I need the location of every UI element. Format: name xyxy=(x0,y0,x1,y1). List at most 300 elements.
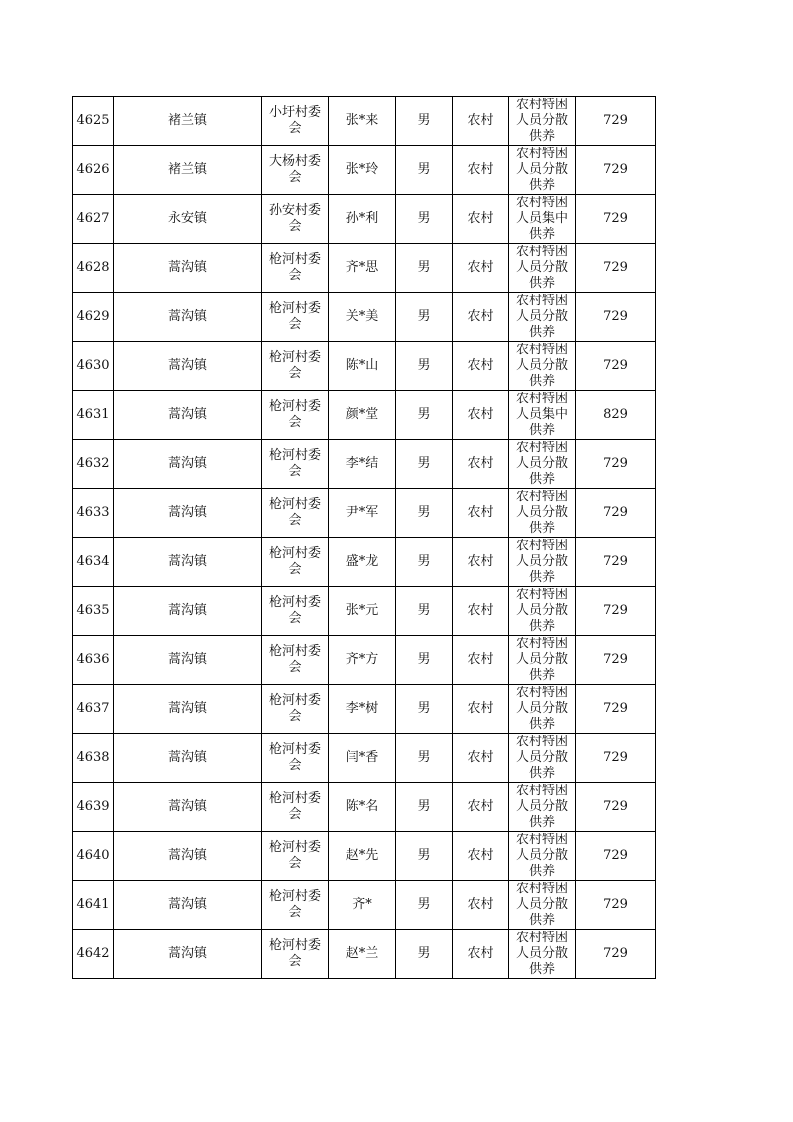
town-cell xyxy=(114,244,262,293)
person-name-text: 赵*兰 xyxy=(345,946,379,961)
person-name-text: 张*来 xyxy=(345,113,379,128)
row-number-text: 4633 xyxy=(76,505,110,520)
amount-text: 729 xyxy=(603,897,628,912)
support-type-cell xyxy=(509,930,576,979)
person-name-text: 齐*方 xyxy=(345,652,379,667)
village-committee-cell xyxy=(262,244,329,293)
area-type-cell xyxy=(453,97,509,146)
support-type-cell xyxy=(509,587,576,636)
village-committee-cell xyxy=(262,685,329,734)
area-type-text: 农村 xyxy=(467,848,494,863)
table-row xyxy=(73,734,656,783)
support-type-box xyxy=(510,343,574,389)
person-name-cell xyxy=(329,489,396,538)
person-name-text: 李*结 xyxy=(345,456,379,471)
area-type-text: 农村 xyxy=(467,456,494,471)
row-number-cell xyxy=(73,636,114,685)
person-name-text: 陈*名 xyxy=(345,799,379,814)
support-type-cell xyxy=(509,97,576,146)
support-type-cell xyxy=(509,342,576,391)
town-cell xyxy=(114,538,262,587)
support-type-text: 农村特困人员集中供养 xyxy=(515,196,568,242)
area-type-text: 农村 xyxy=(467,505,494,520)
area-type-cell xyxy=(453,538,509,587)
amount-cell xyxy=(576,538,656,587)
amount-cell xyxy=(576,489,656,538)
gender-text: 男 xyxy=(417,848,431,863)
person-name-cell xyxy=(329,244,396,293)
support-type-box xyxy=(510,686,574,732)
town-cell xyxy=(114,391,262,440)
village-committee-cell xyxy=(262,97,329,146)
row-number-cell xyxy=(73,930,114,979)
table-row xyxy=(73,636,656,685)
town-text: 蒿沟镇 xyxy=(167,505,207,520)
row-number-cell xyxy=(73,734,114,783)
village-committee-cell xyxy=(262,391,329,440)
amount-cell xyxy=(576,244,656,293)
town-text: 蒿沟镇 xyxy=(167,407,207,422)
town-text: 蒿沟镇 xyxy=(167,750,207,765)
gender-text: 男 xyxy=(417,652,431,667)
area-type-cell xyxy=(453,783,509,832)
town-cell xyxy=(114,734,262,783)
support-type-text: 农村特困人员分散供养 xyxy=(515,931,568,977)
village-committee-text: 小圩村委会 xyxy=(268,105,321,136)
gender-cell xyxy=(396,783,453,832)
support-type-text: 农村特困人员分散供养 xyxy=(515,343,568,389)
town-cell xyxy=(114,783,262,832)
row-number-text: 4625 xyxy=(76,113,110,128)
support-type-text: 农村特困人员分散供养 xyxy=(515,833,568,879)
town-cell xyxy=(114,195,262,244)
support-type-text: 农村特困人员分散供养 xyxy=(515,441,568,487)
support-type-box xyxy=(510,98,574,144)
amount-cell xyxy=(576,391,656,440)
support-type-text: 农村特困人员分散供养 xyxy=(515,539,568,585)
amount-cell xyxy=(576,636,656,685)
support-type-box xyxy=(510,294,574,340)
town-text: 蒿沟镇 xyxy=(167,701,207,716)
area-type-cell xyxy=(453,587,509,636)
row-number-text: 4626 xyxy=(76,162,110,177)
village-committee-text: 枪河村委会 xyxy=(268,742,321,773)
support-type-text: 农村特困人员集中供养 xyxy=(515,392,568,438)
support-type-cell xyxy=(509,832,576,881)
area-type-text: 农村 xyxy=(467,162,494,177)
support-type-cell xyxy=(509,636,576,685)
support-type-cell xyxy=(509,391,576,440)
town-text: 蒿沟镇 xyxy=(167,603,207,618)
amount-cell xyxy=(576,930,656,979)
support-type-box xyxy=(510,490,574,536)
village-committee-text: 枪河村委会 xyxy=(268,252,321,283)
town-cell xyxy=(114,342,262,391)
row-number-cell xyxy=(73,391,114,440)
gender-cell xyxy=(396,195,453,244)
gender-text: 男 xyxy=(417,456,431,471)
village-committee-cell xyxy=(262,734,329,783)
support-type-cell xyxy=(509,293,576,342)
support-type-text: 农村特困人员分散供养 xyxy=(515,588,568,634)
row-number-cell xyxy=(73,342,114,391)
area-type-cell xyxy=(453,342,509,391)
person-name-text: 孙*利 xyxy=(345,211,379,226)
person-name-cell xyxy=(329,881,396,930)
row-number-text: 4627 xyxy=(76,211,110,226)
village-committee-text: 枪河村委会 xyxy=(268,546,321,577)
person-name-cell xyxy=(329,342,396,391)
town-text: 蒿沟镇 xyxy=(167,309,207,324)
row-number-text: 4636 xyxy=(76,652,110,667)
support-type-cell xyxy=(509,685,576,734)
table-row xyxy=(73,293,656,342)
area-type-cell xyxy=(453,734,509,783)
village-committee-text: 枪河村委会 xyxy=(268,399,321,430)
table-row xyxy=(73,489,656,538)
town-text: 蒿沟镇 xyxy=(167,554,207,569)
support-type-box xyxy=(510,245,574,291)
amount-cell xyxy=(576,146,656,195)
person-name-text: 陈*山 xyxy=(345,358,379,373)
village-committee-text: 枪河村委会 xyxy=(268,889,321,920)
village-committee-text: 枪河村委会 xyxy=(268,350,321,381)
amount-text: 729 xyxy=(603,358,628,373)
table-row xyxy=(73,832,656,881)
area-type-cell xyxy=(453,391,509,440)
table-row xyxy=(73,587,656,636)
gender-text: 男 xyxy=(417,407,431,422)
amount-cell xyxy=(576,440,656,489)
amount-cell xyxy=(576,783,656,832)
gender-text: 男 xyxy=(417,358,431,373)
gender-text: 男 xyxy=(417,505,431,520)
area-type-text: 农村 xyxy=(467,358,494,373)
gender-text: 男 xyxy=(417,309,431,324)
area-type-text: 农村 xyxy=(467,309,494,324)
support-type-cell xyxy=(509,195,576,244)
area-type-text: 农村 xyxy=(467,554,494,569)
village-committee-cell xyxy=(262,881,329,930)
support-type-text: 农村特困人员分散供养 xyxy=(515,245,568,291)
area-type-cell xyxy=(453,832,509,881)
row-number-cell xyxy=(73,685,114,734)
person-name-text: 张*玲 xyxy=(345,162,379,177)
town-cell xyxy=(114,685,262,734)
gender-cell xyxy=(396,685,453,734)
gender-text: 男 xyxy=(417,162,431,177)
area-type-cell xyxy=(453,930,509,979)
area-type-cell xyxy=(453,881,509,930)
amount-text: 729 xyxy=(603,652,628,667)
area-type-text: 农村 xyxy=(467,260,494,275)
gender-text: 男 xyxy=(417,603,431,618)
town-cell xyxy=(114,832,262,881)
row-number-cell xyxy=(73,489,114,538)
gender-text: 男 xyxy=(417,946,431,961)
area-type-text: 农村 xyxy=(467,603,494,618)
gender-cell xyxy=(396,244,453,293)
row-number-text: 4632 xyxy=(76,456,110,471)
row-number-text: 4641 xyxy=(76,897,110,912)
person-name-text: 李*树 xyxy=(345,701,379,716)
gender-text: 男 xyxy=(417,554,431,569)
area-type-cell xyxy=(453,440,509,489)
area-type-text: 农村 xyxy=(467,799,494,814)
town-text: 蒿沟镇 xyxy=(167,946,207,961)
town-text: 蒿沟镇 xyxy=(167,358,207,373)
amount-text: 729 xyxy=(603,505,628,520)
row-number-cell xyxy=(73,587,114,636)
village-committee-text: 枪河村委会 xyxy=(268,301,321,332)
person-name-text: 齐* xyxy=(352,897,372,912)
village-committee-cell xyxy=(262,440,329,489)
town-text: 蒿沟镇 xyxy=(167,799,207,814)
support-type-cell xyxy=(509,881,576,930)
amount-cell xyxy=(576,342,656,391)
row-number-text: 4631 xyxy=(76,407,110,422)
village-committee-text: 枪河村委会 xyxy=(268,497,321,528)
person-name-cell xyxy=(329,734,396,783)
support-type-text: 农村特困人员分散供养 xyxy=(515,490,568,536)
person-name-cell xyxy=(329,930,396,979)
support-type-cell xyxy=(509,440,576,489)
support-type-text: 农村特困人员分散供养 xyxy=(515,637,568,683)
person-name-cell xyxy=(329,685,396,734)
village-committee-cell xyxy=(262,930,329,979)
person-name-cell xyxy=(329,832,396,881)
village-committee-text: 枪河村委会 xyxy=(268,791,321,822)
row-number-text: 4628 xyxy=(76,260,110,275)
row-number-cell xyxy=(73,783,114,832)
gender-cell xyxy=(396,538,453,587)
gender-text: 男 xyxy=(417,750,431,765)
person-name-text: 盛*龙 xyxy=(345,554,379,569)
row-number-text: 4630 xyxy=(76,358,110,373)
amount-cell xyxy=(576,293,656,342)
village-committee-text: 枪河村委会 xyxy=(268,938,321,969)
amount-text: 729 xyxy=(603,554,628,569)
town-text: 永安镇 xyxy=(167,211,207,226)
row-number-cell xyxy=(73,881,114,930)
table-row xyxy=(73,881,656,930)
area-type-text: 农村 xyxy=(467,897,494,912)
support-type-box xyxy=(510,833,574,879)
table-body xyxy=(73,97,656,979)
amount-cell xyxy=(576,685,656,734)
table-row xyxy=(73,538,656,587)
person-name-cell xyxy=(329,146,396,195)
person-name-text: 关*美 xyxy=(345,309,379,324)
support-type-cell xyxy=(509,783,576,832)
amount-text: 729 xyxy=(603,750,628,765)
village-committee-text: 孙安村委会 xyxy=(268,203,321,234)
person-name-cell xyxy=(329,783,396,832)
town-cell xyxy=(114,293,262,342)
gender-cell xyxy=(396,293,453,342)
town-text: 蒿沟镇 xyxy=(167,652,207,667)
row-number-text: 4642 xyxy=(76,946,110,961)
person-name-text: 张*元 xyxy=(345,603,379,618)
amount-cell xyxy=(576,832,656,881)
amount-text: 829 xyxy=(603,407,628,422)
row-number-cell xyxy=(73,146,114,195)
row-number-cell xyxy=(73,538,114,587)
support-type-text: 农村特困人员分散供养 xyxy=(515,784,568,830)
person-name-cell xyxy=(329,195,396,244)
town-cell xyxy=(114,881,262,930)
support-type-cell xyxy=(509,734,576,783)
support-type-text: 农村特困人员分散供养 xyxy=(515,686,568,732)
person-name-cell xyxy=(329,293,396,342)
support-type-box xyxy=(510,931,574,977)
support-type-box xyxy=(510,784,574,830)
row-number-text: 4639 xyxy=(76,799,110,814)
table-row xyxy=(73,146,656,195)
amount-text: 729 xyxy=(603,848,628,863)
amount-text: 729 xyxy=(603,162,628,177)
town-cell xyxy=(114,587,262,636)
person-name-text: 齐*思 xyxy=(345,260,379,275)
town-cell xyxy=(114,440,262,489)
support-type-box xyxy=(510,588,574,634)
village-committee-text: 枪河村委会 xyxy=(268,595,321,626)
town-cell xyxy=(114,146,262,195)
gender-cell xyxy=(396,440,453,489)
table-row xyxy=(73,244,656,293)
amount-cell xyxy=(576,734,656,783)
gender-cell xyxy=(396,832,453,881)
gender-cell xyxy=(396,930,453,979)
person-name-cell xyxy=(329,636,396,685)
support-type-box xyxy=(510,735,574,781)
gender-cell xyxy=(396,587,453,636)
gender-cell xyxy=(396,881,453,930)
support-type-box xyxy=(510,392,574,438)
row-number-cell xyxy=(73,195,114,244)
row-number-text: 4629 xyxy=(76,309,110,324)
support-type-cell xyxy=(509,538,576,587)
support-type-box xyxy=(510,637,574,683)
support-type-box xyxy=(510,441,574,487)
table-row xyxy=(73,685,656,734)
amount-cell xyxy=(576,881,656,930)
person-name-text: 闫*香 xyxy=(345,750,379,765)
amount-text: 729 xyxy=(603,211,628,226)
area-type-text: 农村 xyxy=(467,211,494,226)
support-type-text: 农村特困人员分散供养 xyxy=(515,882,568,928)
village-committee-text: 枪河村委会 xyxy=(268,693,321,724)
village-committee-cell xyxy=(262,636,329,685)
support-type-cell xyxy=(509,489,576,538)
gender-cell xyxy=(396,97,453,146)
amount-text: 729 xyxy=(603,701,628,716)
amount-text: 729 xyxy=(603,309,628,324)
gender-cell xyxy=(396,734,453,783)
support-type-text: 农村特困人员分散供养 xyxy=(515,294,568,340)
support-type-text: 农村特困人员分散供养 xyxy=(515,735,568,781)
amount-text: 729 xyxy=(603,260,628,275)
person-name-cell xyxy=(329,391,396,440)
village-committee-cell xyxy=(262,783,329,832)
gender-text: 男 xyxy=(417,799,431,814)
area-type-cell xyxy=(453,195,509,244)
village-committee-cell xyxy=(262,538,329,587)
area-type-text: 农村 xyxy=(467,946,494,961)
town-text: 褚兰镇 xyxy=(167,162,207,177)
roster-table xyxy=(72,96,656,979)
person-name-cell xyxy=(329,97,396,146)
table-row xyxy=(73,97,656,146)
area-type-cell xyxy=(453,293,509,342)
area-type-cell xyxy=(453,244,509,293)
area-type-cell xyxy=(453,146,509,195)
table-row xyxy=(73,195,656,244)
row-number-text: 4634 xyxy=(76,554,110,569)
amount-text: 729 xyxy=(603,603,628,618)
support-type-box xyxy=(510,539,574,585)
person-name-cell xyxy=(329,538,396,587)
town-cell xyxy=(114,489,262,538)
gender-text: 男 xyxy=(417,701,431,716)
row-number-cell xyxy=(73,440,114,489)
area-type-text: 农村 xyxy=(467,701,494,716)
amount-text: 729 xyxy=(603,799,628,814)
town-cell xyxy=(114,97,262,146)
town-text: 蒿沟镇 xyxy=(167,456,207,471)
table-row xyxy=(73,391,656,440)
village-committee-cell xyxy=(262,342,329,391)
amount-text: 729 xyxy=(603,113,628,128)
table-row xyxy=(73,342,656,391)
row-number-text: 4637 xyxy=(76,701,110,716)
gender-cell xyxy=(396,342,453,391)
area-type-text: 农村 xyxy=(467,113,494,128)
town-cell xyxy=(114,930,262,979)
village-committee-cell xyxy=(262,587,329,636)
row-number-text: 4635 xyxy=(76,603,110,618)
gender-cell xyxy=(396,391,453,440)
support-type-box xyxy=(510,882,574,928)
area-type-cell xyxy=(453,489,509,538)
area-type-cell xyxy=(453,685,509,734)
village-committee-cell xyxy=(262,195,329,244)
support-type-box xyxy=(510,147,574,193)
village-committee-text: 枪河村委会 xyxy=(268,448,321,479)
support-type-text: 农村特困人员分散供养 xyxy=(515,98,568,144)
gender-cell xyxy=(396,146,453,195)
village-committee-text: 枪河村委会 xyxy=(268,840,321,871)
person-name-text: 赵*先 xyxy=(345,848,379,863)
gender-text: 男 xyxy=(417,113,431,128)
area-type-text: 农村 xyxy=(467,407,494,422)
gender-text: 男 xyxy=(417,211,431,226)
row-number-cell xyxy=(73,832,114,881)
person-name-cell xyxy=(329,587,396,636)
gender-cell xyxy=(396,636,453,685)
row-number-cell xyxy=(73,244,114,293)
table-row xyxy=(73,783,656,832)
support-type-box xyxy=(510,196,574,242)
support-type-cell xyxy=(509,146,576,195)
support-type-cell xyxy=(509,244,576,293)
row-number-text: 4640 xyxy=(76,848,110,863)
person-name-text: 颜*堂 xyxy=(345,407,379,422)
town-text: 蒿沟镇 xyxy=(167,897,207,912)
row-number-text: 4638 xyxy=(76,750,110,765)
village-committee-text: 枪河村委会 xyxy=(268,644,321,675)
area-type-text: 农村 xyxy=(467,750,494,765)
